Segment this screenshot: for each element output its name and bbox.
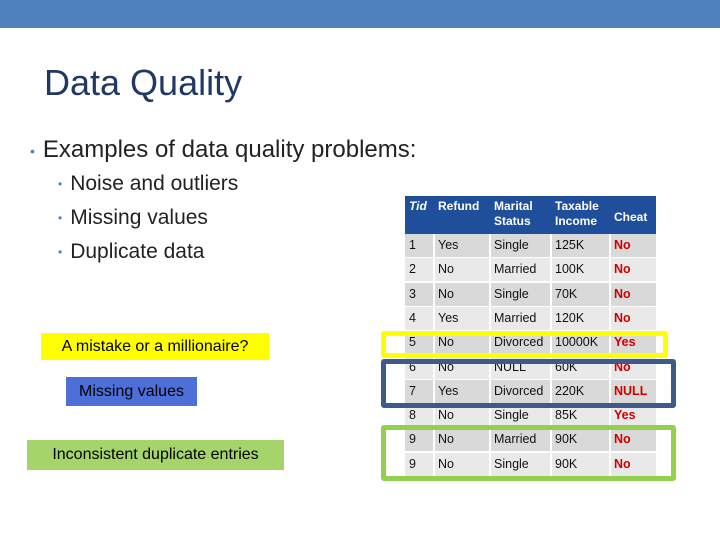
cell-taxable-income: 85K [551, 404, 610, 427]
cell-cheat: No [610, 283, 656, 306]
cell-cheat: No [610, 258, 656, 281]
cell-marital-status: Single [490, 453, 551, 476]
missing-values-highlight-frame [381, 359, 676, 408]
table-row [405, 307, 656, 331]
bullet-dot-icon: • [58, 245, 63, 260]
callout-missing-values: Missing values [66, 377, 197, 406]
cell-taxable-income: 90K [551, 428, 610, 451]
cell-cheat: No [610, 428, 656, 451]
bullet-text: Examples of data quality problems: [42, 136, 417, 163]
header-tid: Tid [409, 199, 427, 213]
cell-tid: 7 [405, 380, 434, 403]
top-accent-bar [0, 0, 720, 28]
cell-taxable-income: 60K [551, 356, 610, 379]
table-header [405, 196, 656, 234]
cell-refund: Yes [434, 307, 490, 330]
cell-refund: No [434, 283, 490, 306]
header-marital-status: Marital Status [494, 199, 533, 228]
sub-bullet-noise [58, 172, 238, 196]
cell-taxable-income: 220K [551, 380, 610, 403]
cell-refund: Yes [434, 234, 490, 257]
cell-tid: 2 [405, 258, 434, 281]
cell-refund: Yes [434, 380, 490, 403]
cell-taxable-income: 10000K [551, 331, 610, 354]
callout-duplicate-entries: Inconsistent duplicate entries [27, 440, 284, 470]
cell-taxable-income: 70K [551, 283, 610, 306]
bullet-dot-icon: • [58, 177, 63, 192]
cell-taxable-income: 100K [551, 258, 610, 281]
header-taxable-income: Taxable Income [555, 199, 599, 228]
cell-cheat: NULL [610, 380, 656, 403]
cell-tid: 9 [405, 428, 434, 451]
cell-tid: 8 [405, 404, 434, 427]
cell-cheat: Yes [610, 331, 656, 354]
table-row [405, 283, 656, 307]
header-refund: Refund [438, 199, 480, 213]
cell-marital-status: Single [490, 404, 551, 427]
cell-marital-status: Single [490, 283, 551, 306]
cell-taxable-income: 120K [551, 307, 610, 330]
cell-refund: No [434, 356, 490, 379]
cell-tid: 5 [405, 331, 434, 354]
cell-marital-status: Divorced [490, 331, 551, 354]
sub-bullet-text: Missing values [70, 206, 208, 229]
outlier-highlight-frame [381, 331, 668, 358]
bullet-level1 [30, 136, 416, 164]
cell-refund: No [434, 331, 490, 354]
callout-outlier: A mistake or a millionaire? [41, 333, 269, 360]
cell-refund: No [434, 453, 490, 476]
sub-bullet-text: Duplicate data [70, 240, 205, 263]
cell-refund: No [434, 404, 490, 427]
cell-refund: No [434, 258, 490, 281]
table-row [405, 234, 656, 258]
cell-marital-status: Divorced [490, 380, 551, 403]
cell-marital-status: Married [490, 258, 551, 281]
cell-cheat: No [610, 356, 656, 379]
sub-bullet-text: Noise and outliers [70, 172, 239, 195]
sub-bullet-missing [58, 206, 208, 230]
bullet-dot-icon: • [30, 142, 35, 159]
cell-tid: 6 [405, 356, 434, 379]
cell-tid: 9 [405, 453, 434, 476]
cell-cheat: No [610, 234, 656, 257]
cell-tid: 4 [405, 307, 434, 330]
cell-tid: 3 [405, 283, 434, 306]
sub-bullet-duplicate [58, 240, 204, 264]
table-row [405, 258, 656, 282]
duplicate-highlight-frame [381, 425, 676, 481]
cell-cheat: Yes [610, 404, 656, 427]
cell-tid: 1 [405, 234, 434, 257]
cell-cheat: No [610, 307, 656, 330]
cell-marital-status: Married [490, 307, 551, 330]
cell-refund: No [434, 428, 490, 451]
header-cheat: Cheat [614, 210, 648, 224]
cell-taxable-income: 125K [551, 234, 610, 257]
slide-title: Data Quality [44, 62, 243, 103]
cell-marital-status: Single [490, 234, 551, 257]
cell-cheat: No [610, 453, 656, 476]
cell-marital-status: Married [490, 428, 551, 451]
bullet-dot-icon: • [58, 211, 63, 226]
cell-taxable-income: 90K [551, 453, 610, 476]
cell-marital-status: NULL [490, 356, 551, 379]
